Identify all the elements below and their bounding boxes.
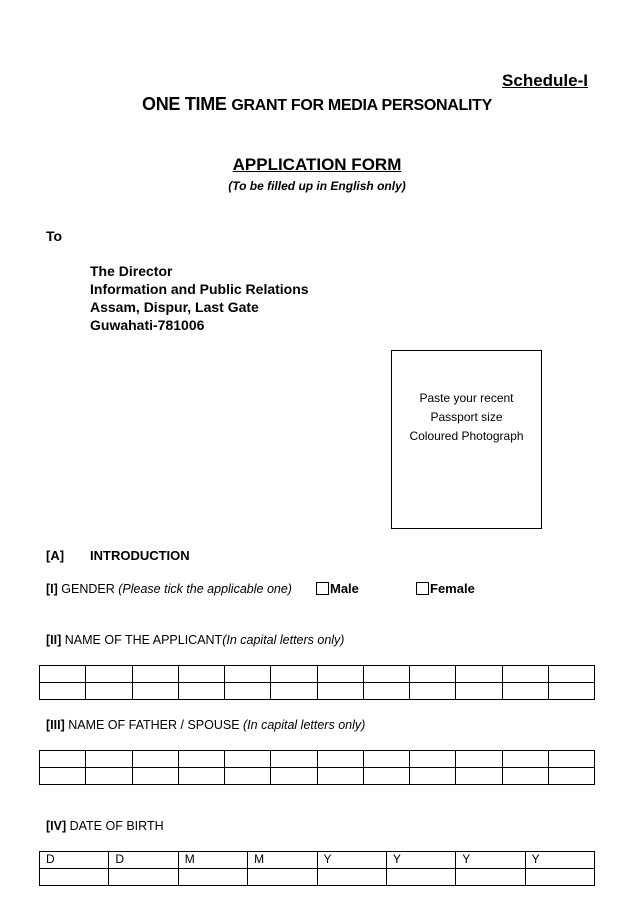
name-num: [II]: [46, 633, 62, 647]
dob-month-cell: M: [248, 852, 317, 869]
father-num: [III]: [46, 718, 65, 732]
grid-row: [40, 683, 595, 700]
letter-cell[interactable]: [225, 683, 271, 700]
dob-year-cell: Y: [456, 852, 525, 869]
dob-day-cell: D: [109, 852, 178, 869]
father-hint: (In capital letters only): [243, 718, 366, 732]
photo-line: Paste your recent: [419, 391, 514, 405]
dob-input-cell[interactable]: [248, 869, 317, 886]
letter-cell[interactable]: [132, 683, 178, 700]
gender-label: GENDER: [57, 582, 119, 596]
letter-cell[interactable]: [456, 683, 502, 700]
name-label: NAME OF THE APPLICANT: [61, 633, 223, 647]
letter-cell[interactable]: [40, 666, 86, 683]
grid-row: [40, 751, 595, 768]
letter-cell[interactable]: [132, 666, 178, 683]
name-hint: (In capital letters only): [222, 633, 345, 647]
dob-input-cell[interactable]: [456, 869, 525, 886]
letter-cell[interactable]: [86, 751, 132, 768]
section-title: INTRODUCTION: [90, 548, 190, 563]
letter-cell[interactable]: [456, 666, 502, 683]
dob-label: [46, 819, 164, 833]
address-line: Guwahati-781006: [90, 317, 205, 333]
letter-cell[interactable]: [178, 768, 224, 785]
address-line: Information and Public Relations: [90, 281, 309, 297]
letter-cell[interactable]: [225, 666, 271, 683]
gender-female-option[interactable]: [416, 581, 475, 596]
letter-cell[interactable]: [86, 666, 132, 683]
gender-male-option[interactable]: [316, 581, 359, 596]
photo-line: Passport size: [430, 410, 503, 424]
form-subtitle: (To be filled up in English only): [228, 179, 406, 193]
dob-day-cell: D: [40, 852, 109, 869]
letter-cell[interactable]: [502, 751, 548, 768]
applicant-name-label: [46, 633, 344, 647]
letter-cell[interactable]: [410, 683, 456, 700]
letter-cell[interactable]: [178, 666, 224, 683]
photo-box[interactable]: [391, 350, 542, 529]
to-label: To: [46, 228, 63, 244]
address-line: The Director: [90, 263, 173, 279]
dob-header-row: [40, 852, 595, 869]
heading-part-1: ONE TIME: [142, 94, 227, 114]
letter-cell[interactable]: [132, 768, 178, 785]
photo-line: Coloured Photograph: [409, 429, 524, 443]
letter-cell[interactable]: [410, 666, 456, 683]
photo-instructions: [392, 389, 541, 446]
letter-cell[interactable]: [363, 751, 409, 768]
letter-cell[interactable]: [178, 751, 224, 768]
letter-cell[interactable]: [271, 666, 317, 683]
letter-cell[interactable]: [502, 683, 548, 700]
female-checkbox[interactable]: [416, 582, 429, 595]
letter-cell[interactable]: [86, 768, 132, 785]
letter-cell[interactable]: [271, 768, 317, 785]
dob-text: DATE OF BIRTH: [66, 819, 164, 833]
dob-input-cell[interactable]: [386, 869, 455, 886]
dob-input-cell[interactable]: [178, 869, 247, 886]
address-line: Assam, Dispur, Last Gate: [90, 299, 259, 315]
dob-num: [IV]: [46, 819, 67, 833]
letter-cell[interactable]: [317, 666, 363, 683]
letter-cell[interactable]: [271, 683, 317, 700]
dob-month-cell: M: [178, 852, 247, 869]
letter-cell[interactable]: [271, 751, 317, 768]
heading-part-2: GRANT FOR MEDIA PERSONALITY: [231, 97, 492, 114]
letter-cell[interactable]: [548, 683, 594, 700]
father-spouse-grid[interactable]: [39, 750, 595, 785]
female-label: Female: [430, 581, 475, 596]
male-label: Male: [330, 581, 359, 596]
section-label: [A]: [46, 548, 65, 563]
dob-grid[interactable]: [39, 851, 595, 886]
letter-cell[interactable]: [132, 751, 178, 768]
dob-input-cell[interactable]: [109, 869, 178, 886]
letter-cell[interactable]: [40, 683, 86, 700]
letter-cell[interactable]: [548, 751, 594, 768]
dob-input-row: [40, 869, 595, 886]
application-form-title: APPLICATION FORM: [232, 155, 402, 174]
dob-input-cell[interactable]: [317, 869, 386, 886]
father-label: NAME OF FATHER / SPOUSE: [64, 718, 244, 732]
letter-cell[interactable]: [317, 768, 363, 785]
letter-cell[interactable]: [225, 751, 271, 768]
letter-cell[interactable]: [317, 751, 363, 768]
letter-cell[interactable]: [456, 751, 502, 768]
letter-cell[interactable]: [40, 768, 86, 785]
gender-field-label: [46, 582, 292, 596]
letter-cell[interactable]: [86, 683, 132, 700]
letter-cell[interactable]: [548, 666, 594, 683]
dob-year-cell: Y: [525, 852, 594, 869]
dob-input-cell[interactable]: [40, 869, 109, 886]
letter-cell[interactable]: [363, 683, 409, 700]
letter-cell[interactable]: [363, 666, 409, 683]
form-heading: [0, 94, 634, 115]
applicant-name-grid[interactable]: [39, 665, 595, 700]
letter-cell[interactable]: [178, 683, 224, 700]
recipient-address: [90, 262, 309, 334]
letter-cell[interactable]: [502, 768, 548, 785]
grid-row: [40, 768, 595, 785]
letter-cell[interactable]: [40, 751, 86, 768]
dob-input-cell[interactable]: [525, 869, 594, 886]
gender-hint: (Please tick the applicable one): [118, 582, 292, 596]
letter-cell[interactable]: [456, 768, 502, 785]
letter-cell[interactable]: [548, 768, 594, 785]
letter-cell[interactable]: [410, 768, 456, 785]
dob-year-cell: Y: [386, 852, 455, 869]
schedule-label: Schedule-I: [502, 71, 588, 90]
letter-cell[interactable]: [502, 666, 548, 683]
grid-row: [40, 666, 595, 683]
father-spouse-label: [46, 718, 365, 732]
letter-cell[interactable]: [225, 768, 271, 785]
letter-cell[interactable]: [410, 751, 456, 768]
gender-num: [I]: [46, 582, 58, 596]
dob-year-cell: Y: [317, 852, 386, 869]
male-checkbox[interactable]: [316, 582, 329, 595]
letter-cell[interactable]: [317, 683, 363, 700]
letter-cell[interactable]: [363, 768, 409, 785]
